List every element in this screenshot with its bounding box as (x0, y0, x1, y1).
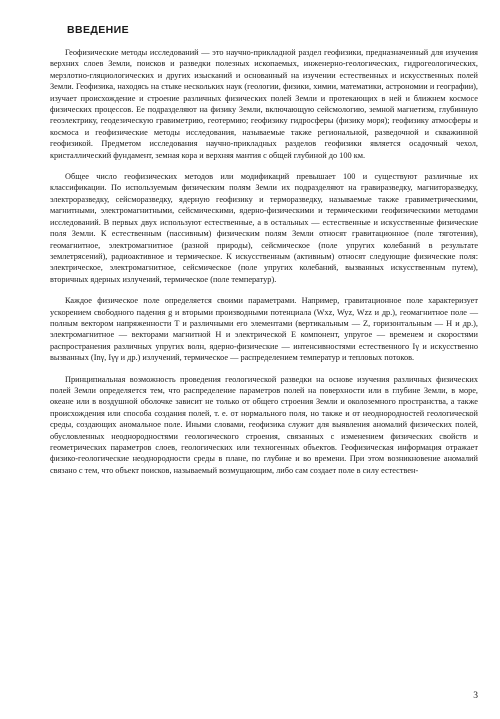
paragraph-2: Общее число геофизических методов или модификаций превышает 100 и существуют различные их классификации. По используемым физическим полям Земли их подразделяют на гравиразведку, магниторазведку, электроразведку, сейсморазведку, ядерную геофизику и терморазведку, называемые также гравиметрическими, магнитными, электромагнитными, сейсмическими, ядерно-физическими и термическими геофизическими методами исследований. В первых двух используют естественные, а в остальных — естественные и искусственные физические поля Земли. К естественным (пассивным) физическим полям Земли относят гравитационное (поле тяготения), геомагнитное, электромагнитное (разной природы), сейсмическое (поле упругих колебаний в результате землетрясений), радиоактивное и термическое. К искусственным (активным) относят следующие физические поля: электрическое, электромагнитное, сейсмическое (поле упругих колебаний, вызванных искусственным путем), вторичных ядерных излучений, термическое (поле температур). (50, 172, 478, 284)
paragraph-4: Принципиальная возможность проведения геологической разведки на основе изучения различных физических полей Земли определяется тем, что распределение параметров полей на поверхности или в глубине Земли, в море, океане или в воздушной оболочке зависит не только от общего строения Земли и околоземного пространства, а также происхождения или способа создания полей, т. е. от нормального поля, но также и от неоднородностей геологической среды, создающих аномальное поле. Иными словами, геофизика служит для выявления аномалий физических полей, обусловленных неоднородностями геологического строения, связанных с изменением физических свойств и геометрических параметров слоев, геологических или техногенных объектов. Геофизическая информация отражает физико-геологические неоднородности среды в плане, по глубине и во времени. При этом возникновение аномалий связано с тем, что объект поисков, называемый возмущающим, либо сам создает поле в силу естествен- (50, 374, 478, 475)
section-heading: ВВЕДЕНИЕ (67, 24, 129, 36)
paragraph-3: Каждое физическое поле определяется своими параметрами. Например, гравитационное поле характеризует ускорением свободного падения g и вторыми производными потенциала (Wxz, Wyz, Wzz и др.), геомагнитное поле — полным вектором напряженности T и различными его элементами (вертикальным — Z, горизонтальным — H и др.), электромагнитное — векторами магнитной H и электрической E компонент, упругое — временем и скоростями распространения различных упругих волн, ядерно-физические — интенсивностями естественного Iγ и искусственно вызванных (Inγ, Iγγ и др.) излучений, термическое — распределением температур и тепловых потоков. (50, 296, 478, 363)
paragraph-1: Геофизические методы исследований — это научно-прикладной раздел геофизики, предназначенный для изучения верхних слоев Земли, поисков и разведки полезных ископаемых, инженерно-геологических, гидрогеологических, мерзлотно-гляциологических и других изысканий и основанный на изучении естественных и искусственных полей Земли. Геофизика, находясь на стыке нескольких наук (геологии, физики, химии, математики, астрономии и географии), изучает происхождение и строение различных физических полей Земли и протекающих в ней и ближнем космосе физических процессов. Ее подразделяют на физику Земли, включающую сейсмологию, земной магнетизм, глубинную геоэлектрику, геодезическую гравиметрию, геотермию; геофизику гидросферы (физику моря); геофизику атмосферы и космоса и геофизические методы исследования, называемые также региональной, разведочной и скважинной геофизикой. Предметом исследования научно-прикладных разделов геофизики является осадочный чехол, кристаллический фундамент, земная кора и верхняя мантия с общей глубиной до 100 км. (50, 48, 478, 160)
page-number: 3 (473, 691, 478, 701)
